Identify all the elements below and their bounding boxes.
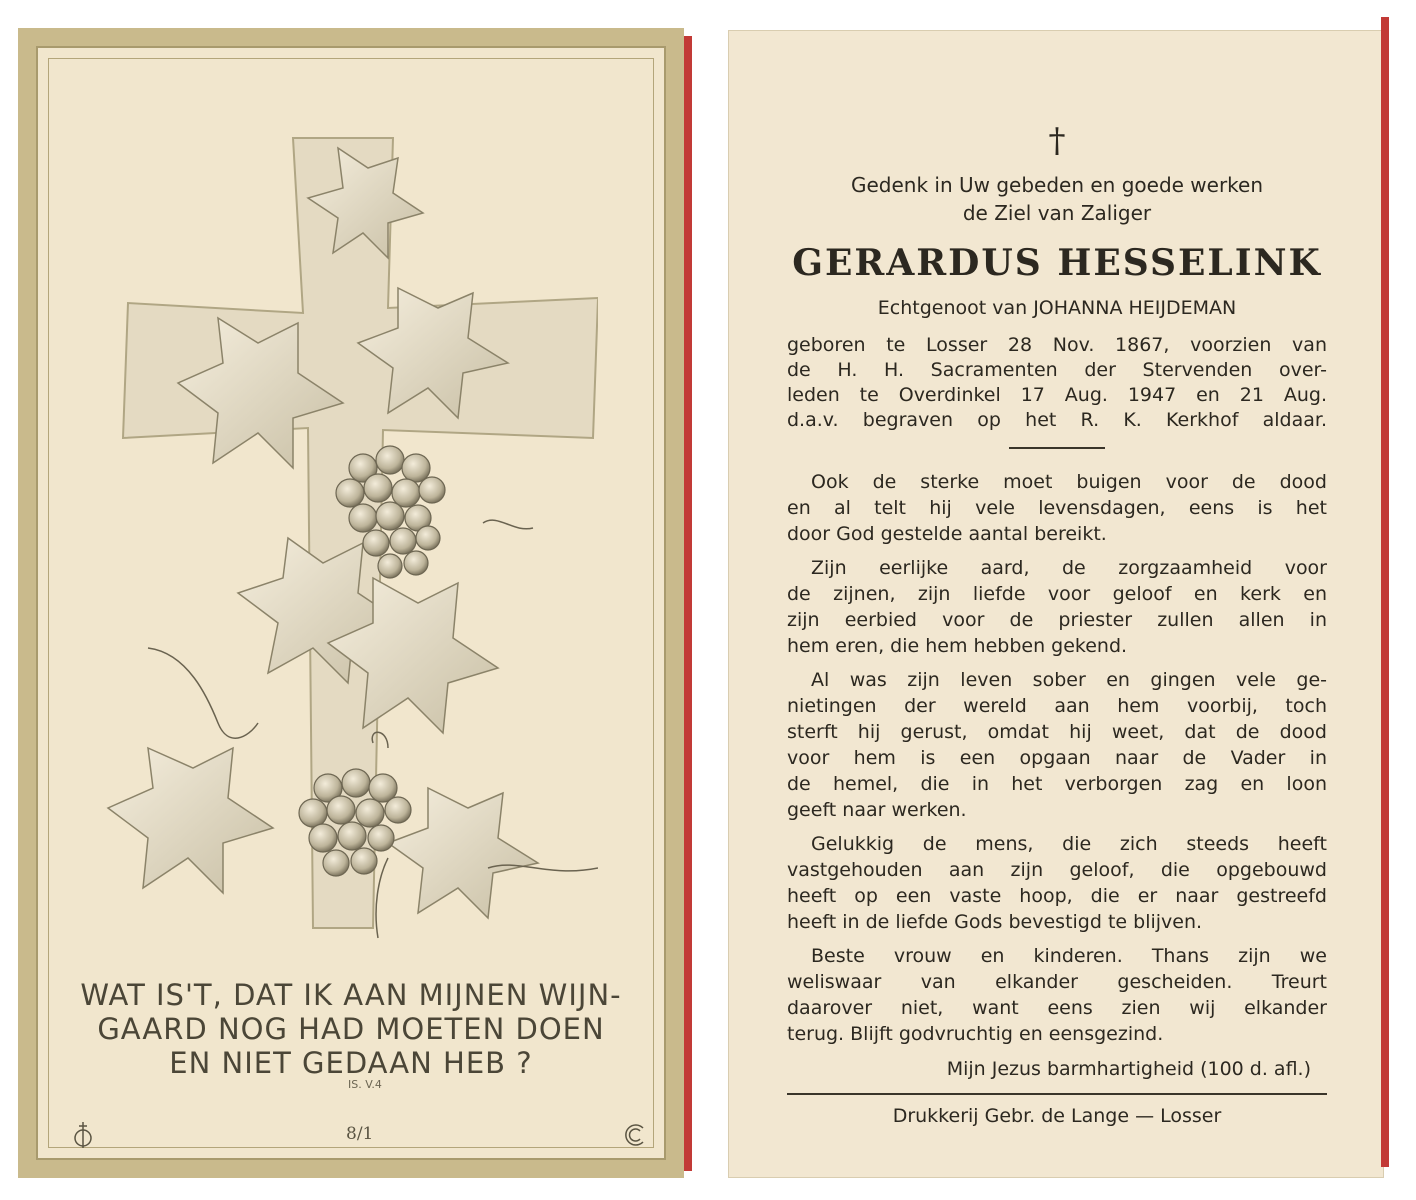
paragraph-line: vastgehouden aan zijn geloof, die opgebouwd: [787, 859, 1327, 881]
paragraph-line: en al telt hij vele levensdagen, eens is het: [787, 497, 1327, 519]
indulgence-prayer: Mijn Jezus barmhartigheid (100 d. afl.): [946, 1058, 1311, 1080]
paragraph: [787, 469, 1327, 547]
verse-line: EN NIET GEDAAN HEB ?: [169, 1046, 533, 1080]
paragraph-line: Ook de sterke moet buigen voor de dood: [811, 471, 1327, 493]
memorial-card-front: [18, 28, 684, 1178]
deceased-name: GERARDUS HESSELINK: [792, 242, 1322, 284]
paragraph: [787, 667, 1327, 823]
paragraph-line: zijn eerbied voor de priester zullen allen in: [787, 609, 1327, 631]
paragraph-line: heeft in de liefde Gods bevestigd te blijven.: [787, 911, 1203, 933]
biography: [787, 333, 1327, 433]
copyright-mark-icon: [622, 1120, 648, 1150]
paragraph-line: Zijn eerlijke aard, de zorgzaamheid voor: [811, 557, 1327, 579]
paragraph: [787, 943, 1327, 1047]
paragraph-line: terug. Blijft godvruchtig en eensgezind.: [787, 1023, 1164, 1045]
bio-line: geboren te Losser 28 Nov. 1867, voorzien van: [787, 334, 1327, 356]
intro-line: de Ziel van Zaliger: [962, 201, 1152, 225]
paragraph-line: hem eren, die hem hebben gekend.: [787, 635, 1128, 657]
card-number: 8/1: [346, 1124, 374, 1144]
cross-icon: †: [1048, 121, 1066, 161]
paragraph-line: door God gestelde aantal bereikt.: [787, 523, 1107, 545]
paragraph-line: Beste vrouw en kinderen. Thans zijn we: [811, 945, 1327, 967]
paragraph-line: de hemel, die in het verborgen zag en loon: [787, 773, 1327, 795]
bio-line: d.a.v. begraven op het R. K. Kerkhof aldaar.: [787, 409, 1327, 431]
paragraph-line: sterft hij gerust, omdat hij weet, dat de dood: [787, 721, 1327, 743]
intro-line: Gedenk in Uw gebeden en goede werken: [850, 173, 1264, 197]
card-back-content: [787, 121, 1327, 1127]
bottom-divider: [787, 1093, 1327, 1095]
paragraph-line: heeft op een vaste hoop, die er naar gestreefd: [787, 885, 1327, 907]
cross-with-vine-illustration: [98, 108, 598, 988]
verse-line: GAARD NOG HAD MOETEN DOEN: [97, 1012, 605, 1046]
paragraph-line: daarover niet, want eens zien wij elkander: [787, 997, 1327, 1019]
intro-text: [787, 171, 1327, 227]
paragraph-line: weliswaar van elkander gescheiden. Treurt: [787, 971, 1327, 993]
publisher-mark-icon: [70, 1120, 96, 1150]
printer-credit: Drukkerij Gebr. de Lange — Losser: [892, 1105, 1222, 1127]
paragraph: [787, 831, 1327, 935]
paragraph-line: geeft naar werken.: [787, 799, 967, 821]
paragraph-line: Gelukkig de mens, die zich steeds heeft: [811, 833, 1327, 855]
spouse-line: Echtgenoot van JOHANNA HEIJDEMAN: [877, 297, 1237, 319]
paragraph-line: de zijnen, zijn liefde voor geloof en kerk en: [787, 583, 1327, 605]
paragraph-line: voor hem is een opgaan naar de Vader in: [787, 747, 1327, 769]
section-divider: [1009, 447, 1105, 449]
card-red-edge: [1381, 17, 1389, 1167]
paragraph-line: nietingen der wereld aan hem voorbij, toch: [787, 695, 1327, 717]
paragraph: [787, 555, 1327, 659]
memorial-card-back: [728, 30, 1384, 1178]
verse-text: [58, 978, 644, 1080]
paragraph-line: Al was zijn leven sober en gingen vele ge-: [811, 669, 1327, 691]
bio-line: leden te Overdinkel 17 Aug. 1947 en 21 Aug.: [787, 384, 1327, 406]
verse-line: WAT IS'T, DAT IK AAN MIJNEN WIJN-: [80, 978, 622, 1012]
bio-line: de H. H. Sacramenten der Stervenden over-: [787, 359, 1327, 381]
verse-reference: IS. V.4: [348, 1078, 382, 1091]
grape-leaf-icon: [108, 748, 273, 893]
